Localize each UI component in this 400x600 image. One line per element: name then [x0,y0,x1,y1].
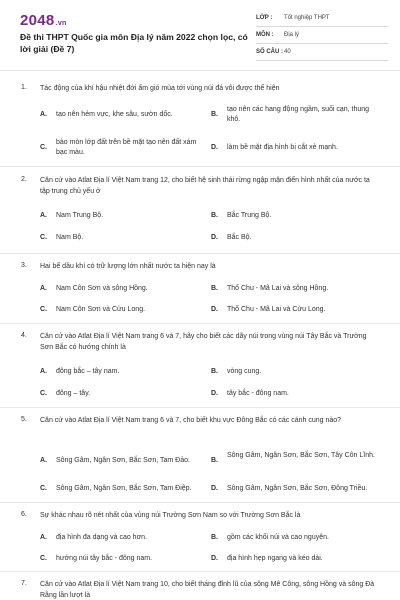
meta-key: SỐ CÂU : [256,49,283,55]
option-letter: C. [40,485,47,492]
question-number: 6. [21,511,27,518]
question-number: 4. [21,332,27,339]
question-number: 5. [21,416,27,423]
question-text: Căn cứ vào Atlat Địa lí Việt Nam trang 12, cho biết hệ sinh thái rừng ngập mặn điển hình nhất của nước ta tập trung chủ yếu ở [40,177,370,195]
header-divider [0,70,400,71]
option-letter: B. [211,111,218,118]
exam-meta [256,10,388,61]
meta-row-class [256,10,388,27]
option-letter: D. [211,555,218,562]
option-text: tạo nên hẻm vực, khe sâu, sườn dốc. [56,111,173,118]
meta-key: MÔN : [256,32,274,38]
option-text: tây bắc - đông nam. [227,390,289,397]
question-number: 3. [21,262,27,269]
option-text: Thổ Chu - Mã Lai và sông Hồng. [227,285,329,292]
option-text: làm bề mặt địa hình bị cắt xẻ mạnh. [227,144,338,151]
question-divider [0,323,400,324]
option-letter: A. [40,534,47,541]
option-letter: D. [211,390,218,397]
option-letter: A. [40,111,47,118]
option-letter: B. [211,285,218,292]
question-text: Sự khác nhau rõ nét nhất của vùng núi Trường Sơn Nam so với Trường Sơn Bắc là [40,512,301,519]
option-text: Thổ Chu - Mã Lai và Cửu Long. [227,306,326,313]
option-letter: A. [40,457,47,464]
option-letter: C. [40,390,47,397]
question-divider [0,502,400,503]
option-text: Nam Bộ. [56,234,84,241]
option-letter: B. [211,368,218,375]
option-letter: D. [211,144,218,151]
question-divider [0,571,400,572]
option-text: địa hình hẹp ngang và kéo dài. [227,555,323,562]
meta-value: 40 [284,49,291,55]
question-text: Hai bể dầu khí có trữ lượng lớn nhất nước ta hiện nay là [40,263,216,270]
option-text: Bắc Bộ. [227,234,252,241]
question-text: Căn cứ vào Atlat Địa lí Việt Nam trang 10, cho biết tháng đỉnh lũ của sông Mê Công, sông Hồng và sông Đà Rằng lần lượt là [40,581,375,599]
option-letter: C. [40,234,47,241]
option-text: đông – tây. [56,390,91,397]
option-text: Sông Gâm, Ngân Sơn, Bắc Sơn, Đông Triều. [227,485,368,492]
question-divider [0,253,400,254]
question-text: Căn cứ vào Atlat Địa lí Việt Nam trang 6 và 7, cho biết khu vực Đông Bắc có các cánh cung nào? [40,417,342,424]
option-text: Bắc Trung Bộ. [227,212,272,219]
site-logo[interactable] [20,12,67,29]
option-text: Nam Côn Sơn và Cửu Long. [56,306,146,313]
page-header [0,0,400,64]
option-text: Nam Trung Bộ. [56,212,104,219]
meta-row-count [256,44,388,61]
logo-text: 2048 [20,12,55,29]
meta-value: Địa lý [284,32,300,38]
option-letter: D. [211,234,218,241]
meta-row-subject [256,27,388,44]
option-letter: A. [40,212,47,219]
option-text: đông bắc – tây nam. [56,368,120,375]
question-number: 1. [21,84,27,91]
question-text: Tác động của khí hậu nhiệt đới ẩm gió mùa tới vùng núi đá vôi được thể hiện [40,85,280,92]
option-letter: D. [211,485,218,492]
option-text: Nam Côn Sơn và sông Hồng. [56,285,148,292]
option-letter: B. [211,534,218,541]
logo-suffix: .vn [55,20,67,27]
option-letter: A. [40,285,47,292]
option-text: địa hình đa dạng và cao hơn. [56,534,147,541]
question-number: 7. [21,580,27,587]
question-text: Căn cứ vào Atlat Địa lí Việt Nam trang 6 và 7, hãy cho biết các dãy núi trong vùng núi Tây Bắc và Trường Sơn Bắc có hướng chính là [40,333,367,351]
option-letter: D. [211,306,218,313]
question-number: 2. [21,176,27,183]
option-letter: B. [211,457,218,464]
meta-value: Tốt nghiệp THPT [284,15,330,21]
question-divider [0,407,400,408]
option-text: hướng núi tây bắc - đông nam. [56,555,153,562]
option-letter: C. [40,144,47,151]
option-text: Sông Gâm, Ngân Sơn, Bắc Sơn, Tam Điệp. [56,485,192,492]
page-title: Đề thi THPT Quốc gia môn Địa lý năm 2022 chọn lọc, có lời giải (Đề 7) [20,32,248,54]
option-letter: A. [40,368,47,375]
option-text: Sông Gâm, Ngân Sơn, Bắc Sơn, Tam Đảo. [56,457,190,464]
option-letter: B. [211,212,218,219]
option-text: tạo nên các hang động ngầm, suối cạn, thung khô. [227,106,370,123]
meta-key: LỚP : [256,15,273,21]
option-text: Sông Gâm, Ngân Sơn, Bắc Sơn, Tây Côn Lĩnh. [227,452,375,459]
option-letter: C. [40,555,47,562]
option-text: gồm các khối núi và cao nguyên. [227,534,329,541]
option-letter: C. [40,306,47,313]
option-text: vòng cung. [227,368,262,375]
option-text: bào mòn lớp đất trên bề mặt tạo nên đất xám bạc màu. [56,139,197,156]
question-divider [0,166,400,167]
